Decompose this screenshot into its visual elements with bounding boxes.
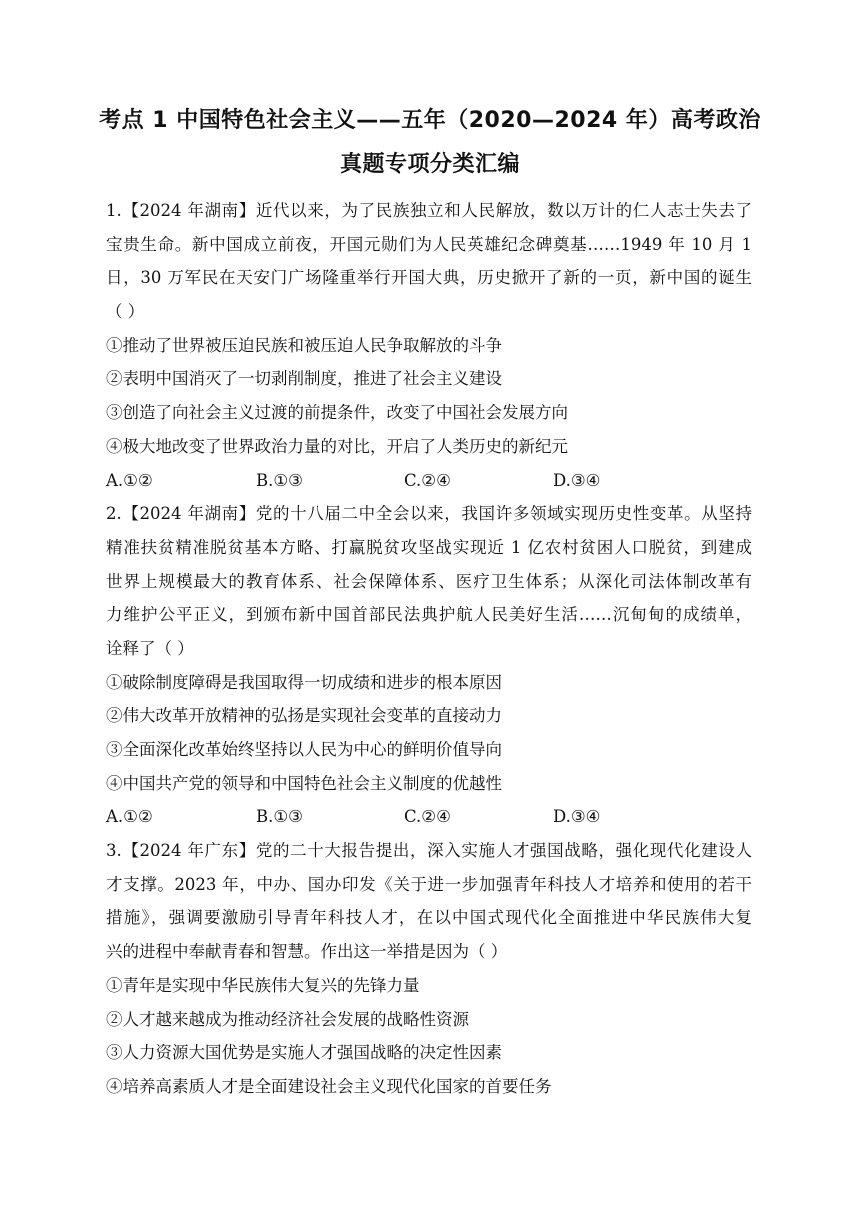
question-stem-line: 宝贵生命。新中国成立前夜，开国元勋们为人民英雄纪念碑奠基……1949 年 10 月 1 bbox=[106, 234, 752, 254]
question-stem-line: 1.【2024 年湖南】近代以来，为了民族独立和人民解放，数以万计的仁人志士失去了 bbox=[106, 201, 752, 220]
question-stem-line: 才支撑。2023 年，中办、国办印发《关于进一步加强青年科技人才培养和使用的若干 bbox=[106, 874, 752, 894]
question-stem-line: 2.【2024 年湖南】党的十八届二中全会以来，我国许多领域实现历史性变革。从坚持 bbox=[106, 504, 752, 524]
choice-c: C.②④ bbox=[404, 807, 451, 827]
option-statement: ④中国共产党的领导和中国特色社会主义制度的优越性 bbox=[106, 773, 502, 793]
question-stem-line: 兴的进程中奉献青春和智慧。作出这一举措是因为（ ） bbox=[106, 942, 508, 962]
option-statement: ②表明中国消灭了一切剥削制度，推进了社会主义建设 bbox=[106, 369, 502, 389]
question-stem-line: 日，30 万军民在天安门广场隆重举行开国大典，历史掀开了新的一页，新中国的诞生 bbox=[106, 268, 752, 288]
answer-choices bbox=[106, 800, 752, 834]
question-stem-line: （ ） bbox=[106, 302, 145, 322]
option-statement: ③人力资源大国优势是实施人才强国战略的决定性因素 bbox=[106, 1043, 502, 1063]
question-1 bbox=[106, 194, 752, 497]
option-statement: ②伟大改革开放精神的弘扬是实现社会变革的直接动力 bbox=[106, 706, 502, 726]
option-statement: ①破除制度障碍是我国取得一切成绩和进步的根本原因 bbox=[106, 672, 502, 692]
choice-a: A.①② bbox=[106, 470, 153, 490]
question-list bbox=[106, 194, 752, 1104]
choice-b: B.①③ bbox=[256, 470, 303, 490]
question-stem-line: 诠释了（ ） bbox=[106, 638, 194, 658]
document-title-line-2: 真题专项分类汇编 bbox=[339, 152, 520, 177]
question-3 bbox=[106, 834, 752, 1104]
option-statement: ②人才越来越成为推动经济社会发展的战略性资源 bbox=[106, 1009, 469, 1029]
option-statement: ①青年是实现中华民族伟大复兴的先锋力量 bbox=[106, 975, 420, 995]
choice-d: D.③④ bbox=[553, 470, 601, 490]
choice-c: C.②④ bbox=[404, 470, 451, 490]
question-stem-line: 精准扶贫精准脱贫基本方略、打赢脱贫攻坚战实现近 1 亿农村贫困人口脱贫，到建成 bbox=[106, 537, 752, 557]
question-2 bbox=[106, 497, 752, 834]
question-stem-line: 世界上规模最大的教育体系、社会保障体系、医疗卫生体系；从深化司法体制改革有 bbox=[106, 571, 752, 591]
option-statement: ①推动了世界被压迫民族和被压迫人民争取解放的斗争 bbox=[106, 335, 502, 355]
question-stem-line: 力维护公平正义，到颁布新中国首部民法典护航人民美好生活……沉甸甸的成绩单， bbox=[106, 605, 752, 625]
question-stem-line: 措施》，强调要激励引导青年科技人才，在以中国式现代化全面推进中华民族伟大复 bbox=[106, 908, 752, 928]
option-statement: ④培养高素质人才是全面建设社会主义现代化国家的首要任务 bbox=[106, 1076, 552, 1096]
answer-choices bbox=[106, 464, 752, 498]
choice-d: D.③④ bbox=[553, 807, 601, 827]
document-title-line-1: 考点 1 中国特色社会主义——五年（2020—2024 年）高考政治 bbox=[99, 108, 761, 133]
option-statement: ④极大地改变了世界政治力量的对比，开启了人类历史的新纪元 bbox=[106, 436, 568, 456]
option-statement: ③创造了向社会主义过渡的前提条件，改变了中国社会发展方向 bbox=[106, 403, 568, 423]
question-stem-line: 3.【2024 年广东】党的二十大报告提出，深入实施人才强国战略，强化现代化建设人 bbox=[106, 841, 752, 861]
choice-b: B.①③ bbox=[256, 807, 303, 827]
option-statement: ③全面深化改革始终坚持以人民为中心的鲜明价值导向 bbox=[106, 740, 502, 759]
choice-a: A.①② bbox=[106, 807, 153, 827]
